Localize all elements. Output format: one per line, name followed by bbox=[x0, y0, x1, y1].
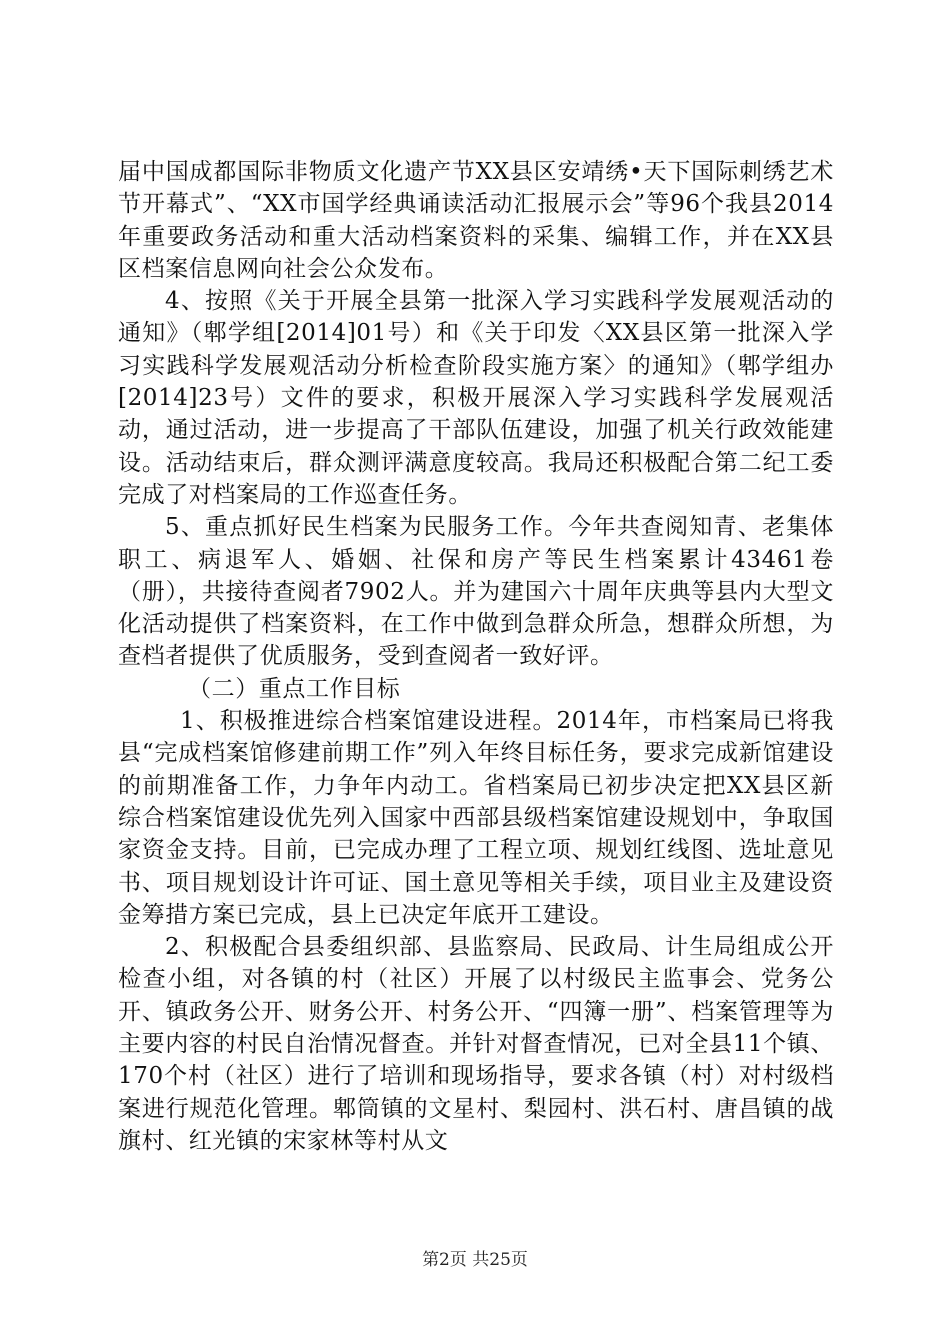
paragraph-item-5: 5、重点抓好民生档案为民服务工作。今年共查阅知青、老集体职工、病退军人、婚姻、社保和房产等民生档案累计43461卷（册），共接待查阅者7902人。并为建国六十周年庆典等县内大型文化活动提供了档案资料，在工作中做到急群众所急，想群众所想，为查档者提供了优质服务，受到查阅者一致好评。 bbox=[118, 514, 834, 670]
paragraph-goal-1: 1、积极推进综合档案馆建设进程。2014年，市档案局已将我县“完成档案馆修建前期工作”列入年终目标任务，要求完成新馆建设的前期准备工作，力争年内动工。省档案局已初步决定把XX县区新综合档案馆建设优先列入国家中西部县级档案馆建设规划中，争取国家资金支持。目前，已完成办理了工程立项、规划红线图、选址意见书、项目规划设计许可证、国土意见等相关手续，项目业主及建设资金筹措方案已完成，县上已决定年底开工建设。 bbox=[118, 708, 834, 928]
paragraph-item-4: 4、按照《关于开展全县第一批深入学习实践科学发展观活动的通知》（郫学组[2014]01号）和《关于印发〈XX县区第一批深入学习实践科学发展观活动分析检查阶段实施方案〉的通知》（郫学组办[2014]23号）文件的要求，积极开展深入学习实践科学发展观活动，通过活动，进一步提高了干部队伍建设，加强了机关行政效能建设。活动结束后，群众测评满意度较高。我局还积极配合第二纪工委完成了对档案局的工作巡查任务。 bbox=[118, 288, 834, 508]
section-heading: （二）重点工作目标 bbox=[188, 675, 401, 702]
paragraph-continuation: 届中国成都国际非物质文化遗产节XX县区安靖绣•天下国际刺绣艺术节开幕式”、“XX市国学经典诵读活动汇报展示会”等96个我县2014年重要政务活动和重大活动档案资料的采集、编辑工作，并在XX县区档案信息网向社会公众发布。 bbox=[118, 159, 834, 282]
document-body bbox=[118, 156, 834, 1157]
paragraph-goal-2: 2、积极配合县委组织部、县监察局、民政局、计生局组成公开检查小组，对各镇的村（社区）开展了以村级民主监事会、党务公开、镇政务公开、财务公开、村务公开、“四簿一册”、档案管理等为主要内容的村民自治情况督查。并针对督查情况，已对全县11个镇、170个村（社区）进行了培训和现场指导，要求各镇（村）对村级档案进行规范化管理。郫筒镇的文星村、梨园村、洪石村、唐昌镇的战旗村、红光镇的宋家林等村从文 bbox=[118, 934, 834, 1154]
page-footer: 第2页 共25页 bbox=[422, 1250, 528, 1270]
